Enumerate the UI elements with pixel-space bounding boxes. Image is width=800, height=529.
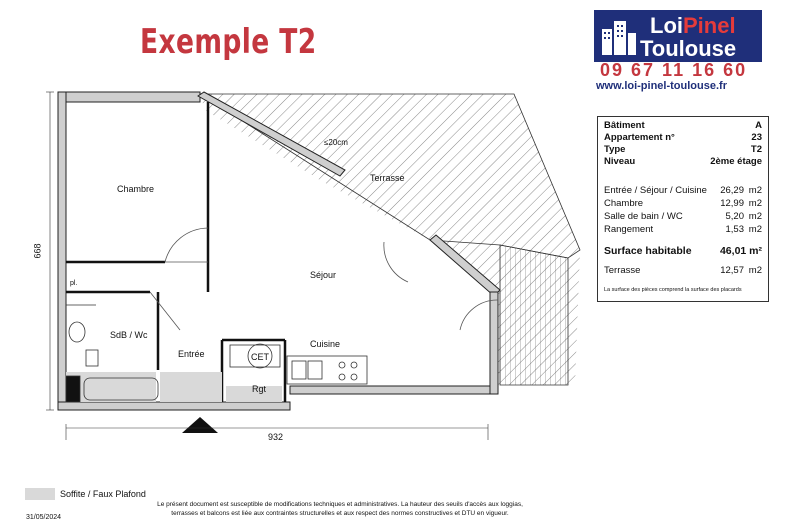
type-row (604, 144, 762, 155)
document-date: 31/05/2024 (26, 514, 62, 521)
surface-value: 46,01 m² (719, 245, 762, 257)
niveau-floor: 2ème (710, 156, 735, 167)
area-label: Salle de bain / WC (604, 211, 683, 222)
area-row (604, 185, 762, 196)
dimension-height: 668 (32, 243, 43, 259)
area-value: 12,99 (720, 198, 744, 209)
building-icon (598, 15, 640, 57)
area-label: Chambre (604, 198, 644, 209)
terrasse-value: 12,57 (720, 265, 744, 276)
legend-label: Soffite / Faux Plafond (60, 489, 146, 499)
surface-label: Surface habitable (604, 245, 692, 257)
room-label-rgt: Rgt (252, 384, 267, 394)
surface-note (604, 287, 762, 293)
logo-part1: Loi (650, 13, 683, 38)
niveau-label: Niveau (604, 156, 636, 167)
legend-swatch (25, 488, 55, 500)
area-value: 1,53 (725, 224, 744, 235)
room-label-cet: CET (251, 352, 269, 362)
footer-disclaimer: Le présent document est susceptible de modifications techniques et administratives. La hauteur des seuils d'accès aux loggias, terrasses et balcons est liée aux contraintes structurelles et aux respect des normes constructives et DTU en vigueur. (157, 501, 523, 517)
surface-row (604, 245, 762, 257)
entrance-arrow (182, 417, 218, 433)
area-row (604, 211, 762, 222)
room-label-sdb: SdB / Wc (110, 330, 148, 340)
height-note: ≤20cm (324, 138, 348, 147)
area-row (604, 198, 762, 209)
appartement-label: Appartement n° (604, 132, 675, 143)
type-value: T2 (750, 144, 762, 155)
terrasse-unit: m2 (748, 265, 762, 276)
batiment-row (604, 120, 762, 131)
surface-note-text: La surface des pièces comprend la surface des placards (604, 287, 742, 293)
area-row (604, 224, 762, 235)
area-label: Entrée / Séjour / Cuisine (604, 185, 707, 196)
area-label: Rangement (604, 224, 654, 235)
room-label-chambre: Chambre (117, 184, 155, 194)
terrasse-label: Terrasse (604, 265, 641, 276)
page-title: Exemple T2 (140, 22, 317, 62)
area-unit: m2 (748, 224, 762, 235)
area-unit: m2 (748, 211, 762, 222)
appartement-value: 23 (751, 132, 762, 143)
soffit-area (160, 372, 222, 402)
room-label-sejour: Séjour (310, 270, 337, 280)
batiment-value: A (755, 120, 762, 131)
room-label-terrasse: Terrasse (370, 173, 405, 183)
niveau-value: étage (737, 156, 762, 167)
room-label-placard: pl. (70, 280, 78, 287)
area-unit: m2 (748, 185, 762, 196)
room-label-cuisine: Cuisine (310, 339, 341, 349)
appartement-row (604, 132, 762, 143)
area-unit: m2 (748, 198, 762, 209)
room-label-entree: Entrée (178, 349, 205, 359)
dimension-width: 932 (268, 432, 284, 442)
phone-number: 09 67 11 16 60 (600, 60, 748, 80)
website-link[interactable]: www.loi-pinel-toulouse.fr (596, 80, 727, 92)
batiment-label: Bâtiment (604, 120, 645, 131)
logo-city: Toulouse (640, 36, 737, 61)
apartment-info-box (597, 116, 769, 302)
area-value: 26,29 (720, 185, 744, 196)
terrace-right (500, 245, 568, 385)
area-value: 5,20 (725, 211, 744, 222)
type-label: Type (604, 144, 626, 155)
terrasse-row (604, 265, 762, 276)
niveau-row (604, 156, 762, 167)
logo-part2: Pinel (683, 13, 736, 38)
